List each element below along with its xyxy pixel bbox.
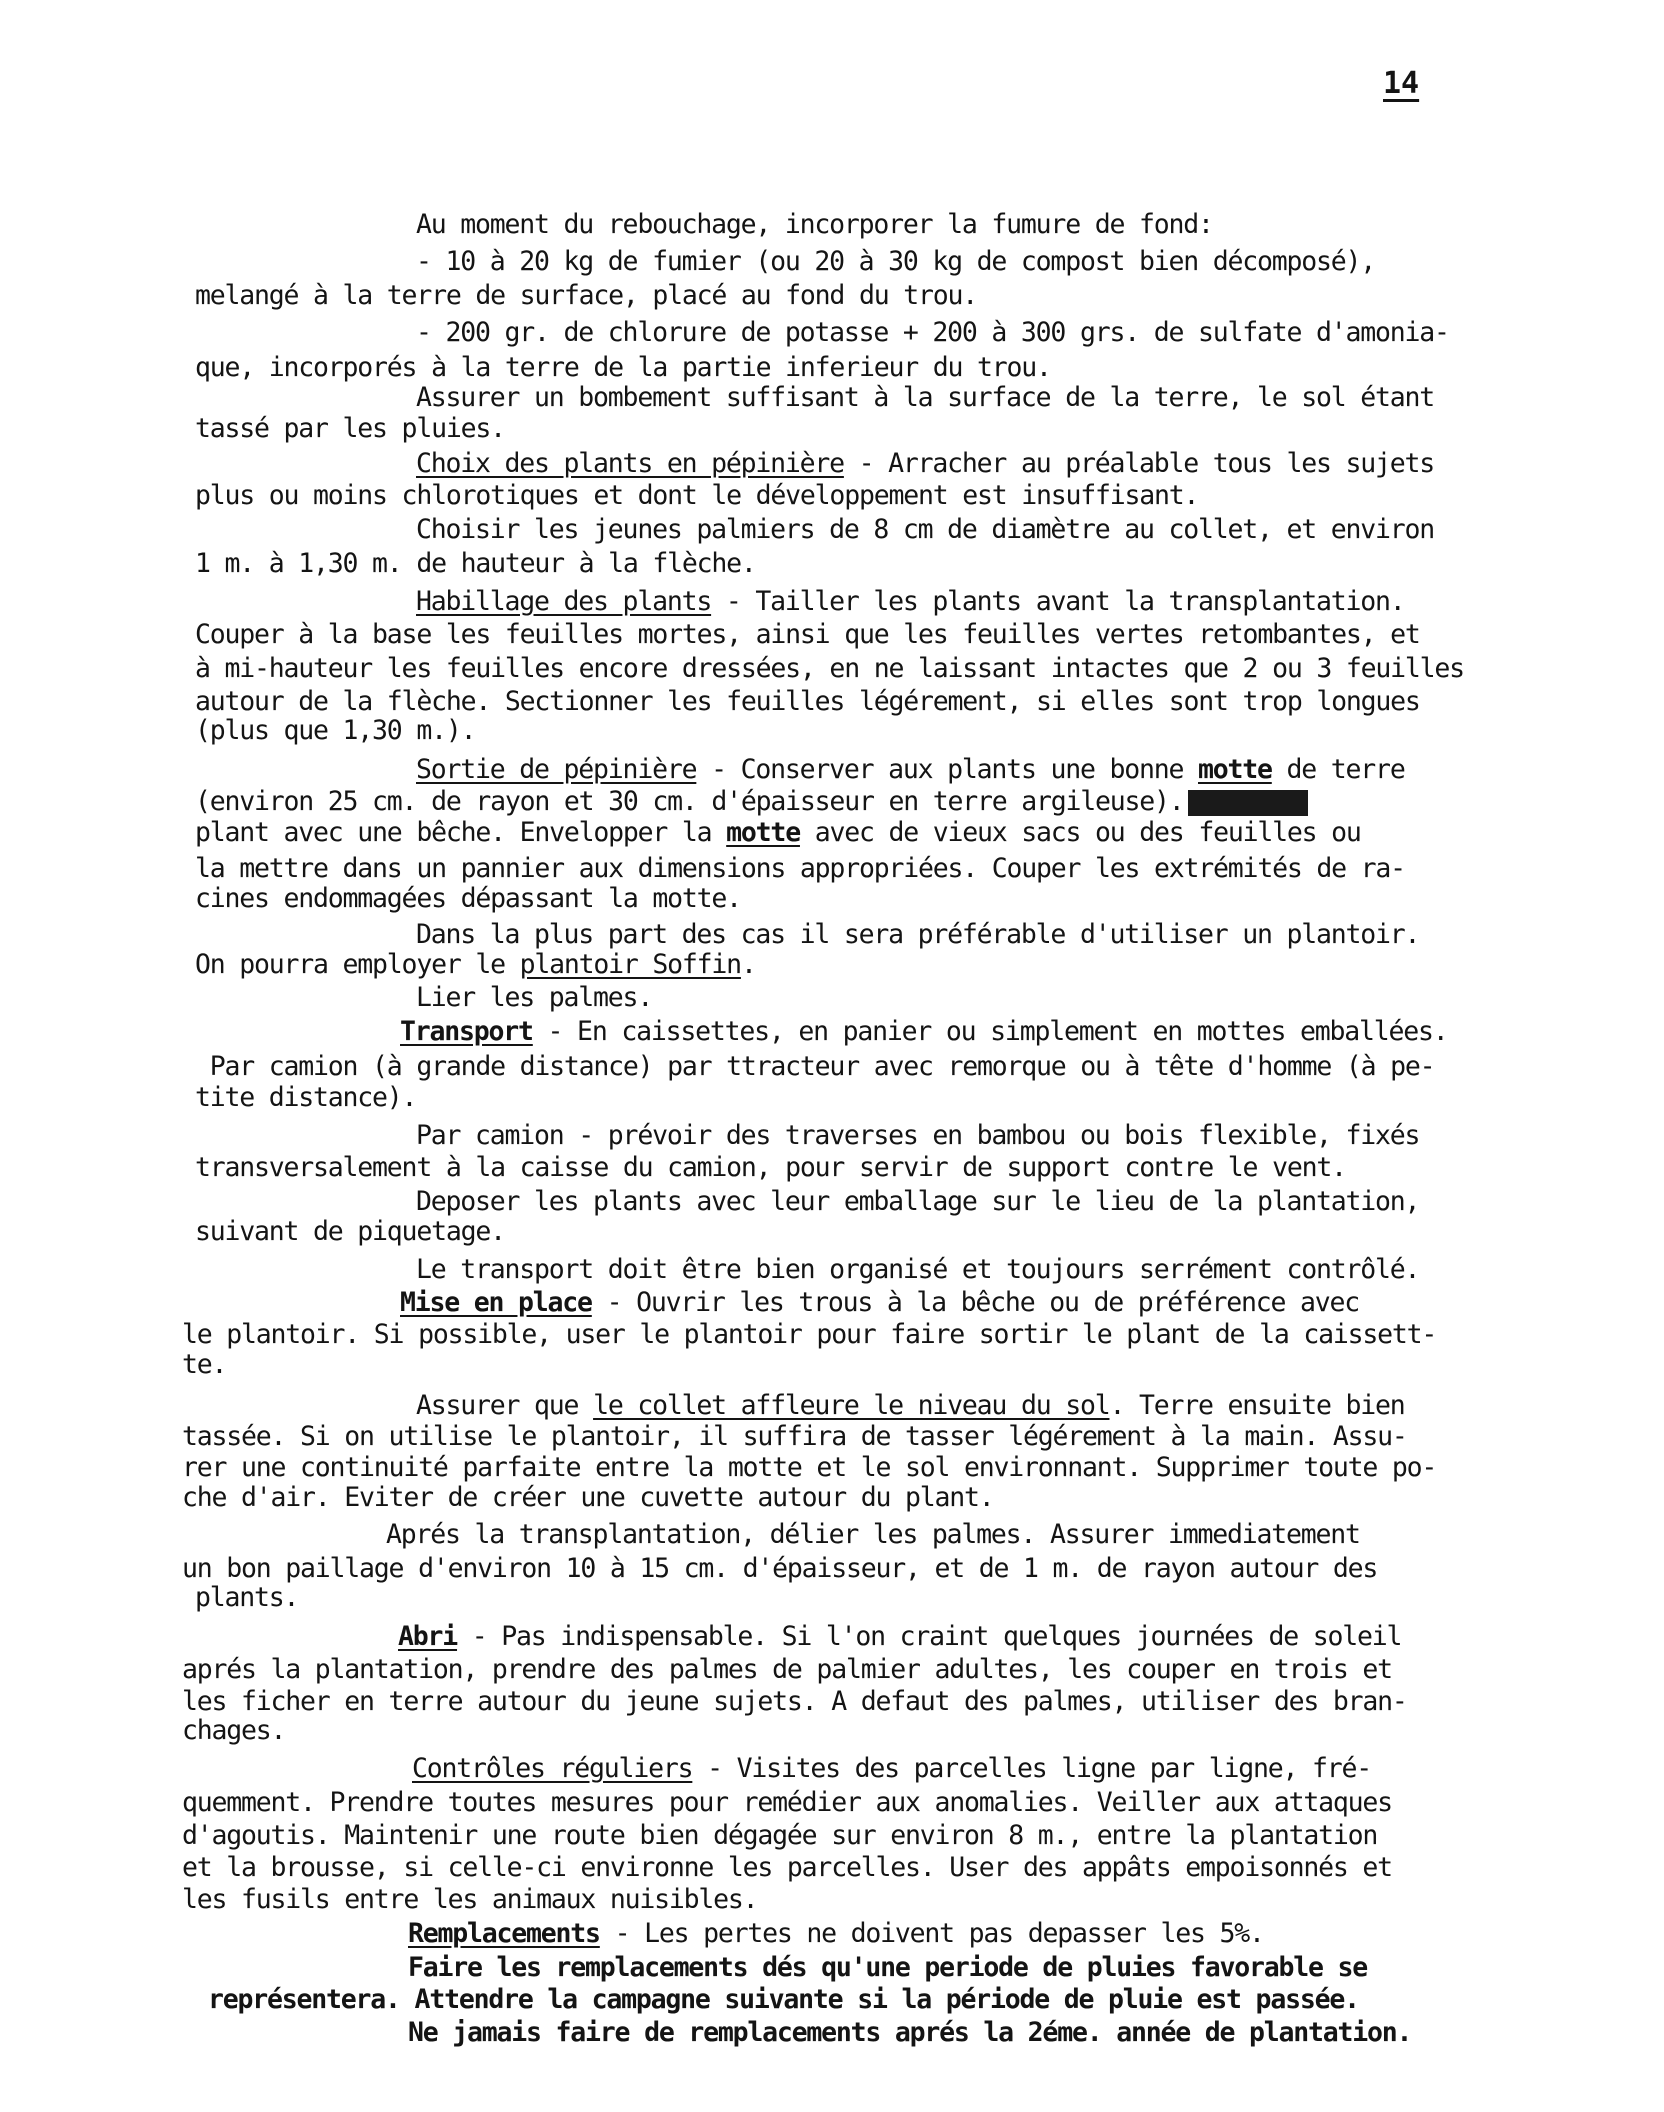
section-line: Choix des plants en pépinière - Arracher au préalable tous les sujets	[416, 448, 1435, 479]
text-line: Couper à la base les feuilles mortes, ainsi que les feuilles vertes retombantes, et	[195, 619, 1420, 650]
section-heading: Transport	[400, 1016, 533, 1047]
text-line: te.	[182, 1349, 227, 1380]
section-line: Mise en place - Ouvrir les trous à la bêche ou de préférence avec	[400, 1287, 1360, 1318]
text-line: (plus que 1,30 m.).	[195, 715, 476, 746]
text-line: On pourra employer le plantoir Soffin.	[195, 949, 756, 980]
section-heading: Contrôles réguliers	[412, 1753, 693, 1784]
ink-smudge	[1188, 790, 1308, 816]
text-line: Faire les remplacements dés qu'une periode de pluies favorable se	[408, 1952, 1368, 1983]
section-line: Sortie de pépinière - Conserver aux plants une bonne motte de terre	[416, 754, 1405, 785]
section-heading: Choix des plants en pépinière	[416, 448, 844, 479]
text-line: que, incorporés à la terre de la partie inferieur du trou.	[195, 352, 1051, 383]
text-line: d'agoutis. Maintenir une route bien dégagée sur environ 8 m., entre la plantation	[182, 1820, 1378, 1851]
text-line: le plantoir. Si possible, user le plantoir pour faire sortir le plant de la caissett-	[182, 1319, 1437, 1350]
text-line: Par camion - prévoir des traverses en bambou ou bois flexible, fixés	[416, 1120, 1420, 1151]
text-line: un bon paillage d'environ 10 à 15 cm. d'épaisseur, et de 1 m. de rayon autour des	[182, 1553, 1378, 1584]
section-heading: Habillage des plants	[416, 586, 712, 617]
text-line: - 10 à 20 kg de fumier (ou 20 à 30 kg de compost bien décomposé),	[416, 246, 1376, 277]
text-line: cines endommagées dépassant la motte.	[195, 883, 741, 914]
text-line: les fusils entre les animaux nuisibles.	[182, 1884, 758, 1915]
section-line: Remplacements - Les pertes ne doivent pas depasser les 5%.	[408, 1918, 1264, 1949]
text-line: Aprés la transplantation, délier les palmes. Assurer immediatement	[386, 1519, 1360, 1550]
section-line: Contrôles réguliers - Visites des parcelles ligne par ligne, fré-	[412, 1753, 1372, 1784]
section-heading: Abri	[398, 1621, 458, 1652]
section-line: Habillage des plants - Tailler les plants avant la transplantation.	[416, 586, 1405, 617]
page-number: 14	[1383, 66, 1420, 101]
text-line: Choisir les jeunes palmiers de 8 cm de diamètre au collet, et environ	[416, 514, 1435, 545]
text-line: à mi-hauteur les feuilles encore dressées, en ne laissant intactes que 2 ou 3 feuilles	[195, 653, 1464, 684]
section-line: Transport - En caissettes, en panier ou simplement en mottes emballées.	[400, 1016, 1448, 1047]
text-line: représentera. Attendre la campagne suivante si la période de pluie est passée.	[208, 1984, 1359, 2015]
text-line: Le transport doit être bien organisé et toujours serrément contrôlé.	[416, 1254, 1420, 1285]
text-line: Dans la plus part des cas il sera préférable d'utiliser un plantoir.	[416, 919, 1420, 950]
section-heading: Mise en place	[400, 1287, 592, 1318]
section-heading: Sortie de pépinière	[416, 754, 697, 785]
text-line: Ne jamais faire de remplacements aprés la 2éme. année de plantation.	[408, 2017, 1412, 2048]
text-line: Par camion (à grande distance) par ttracteur avec remorque ou à tête d'homme (à pe-	[195, 1051, 1435, 1082]
text-line: plants.	[195, 1582, 299, 1613]
text-line: rer une continuité parfaite entre la motte et le sol environnant. Supprimer toute po-	[182, 1452, 1437, 1483]
section-line: Abri - Pas indispensable. Si l'on craint quelques journées de soleil	[398, 1621, 1402, 1652]
text-line: Assurer que le collet affleure le niveau du sol. Terre ensuite bien	[416, 1390, 1405, 1421]
text-line: les ficher en terre autour du jeune sujets. A defaut des palmes, utiliser des bran-	[182, 1686, 1407, 1717]
text-line: Assurer un bombement suffisant à la surface de la terre, le sol étant	[416, 382, 1435, 413]
text-line: Au moment du rebouchage, incorporer la fumure de fond:	[416, 209, 1213, 240]
text-line: 1 m. à 1,30 m. de hauteur à la flèche.	[195, 548, 756, 579]
section-heading: Remplacements	[408, 1918, 600, 1949]
text-line: Deposer les plants avec leur emballage sur le lieu de la plantation,	[416, 1186, 1420, 1217]
text-line: plus ou moins chlorotiques et dont le développement est insuffisant.	[195, 480, 1199, 511]
text-line: tassée. Si on utilise le plantoir, il suffira de tasser légérement à la main. Assu-	[182, 1421, 1407, 1452]
text-line: aprés la plantation, prendre des palmes de palmier adultes, les couper en trois et	[182, 1654, 1392, 1685]
text-line: suivant de piquetage.	[195, 1216, 505, 1247]
text-line: (environ 25 cm. de rayon et 30 cm. d'épaisseur en terre argileuse).	[195, 789, 1308, 816]
text-line: transversalement à la caisse du camion, pour servir de support contre le vent.	[195, 1152, 1346, 1183]
text-line: che d'air. Eviter de créer une cuvette autour du plant.	[182, 1482, 994, 1513]
text-line: plant avec une bêche. Envelopper la motte avec de vieux sacs ou des feuilles ou	[195, 817, 1361, 848]
text-line: melangé à la terre de surface, placé au fond du trou.	[195, 280, 977, 311]
text-line: autour de la flèche. Sectionner les feuilles légérement, si elles sont trop longues	[195, 686, 1420, 717]
text-line: tite distance).	[195, 1082, 417, 1113]
text-line: chages.	[182, 1715, 286, 1746]
text-line: et la brousse, si celle-ci environne les parcelles. User des appâts empoisonnés et	[182, 1852, 1392, 1883]
text-line: Lier les palmes.	[416, 982, 653, 1013]
text-line: quemment. Prendre toutes mesures pour remédier aux anomalies. Veiller aux attaques	[182, 1787, 1392, 1818]
text-line: la mettre dans un pannier aux dimensions appropriées. Couper les extrémités de ra-	[195, 853, 1405, 884]
text-line: tassé par les pluies.	[195, 413, 505, 444]
text-line: - 200 gr. de chlorure de potasse + 200 à 300 grs. de sulfate d'amonia-	[416, 317, 1449, 348]
